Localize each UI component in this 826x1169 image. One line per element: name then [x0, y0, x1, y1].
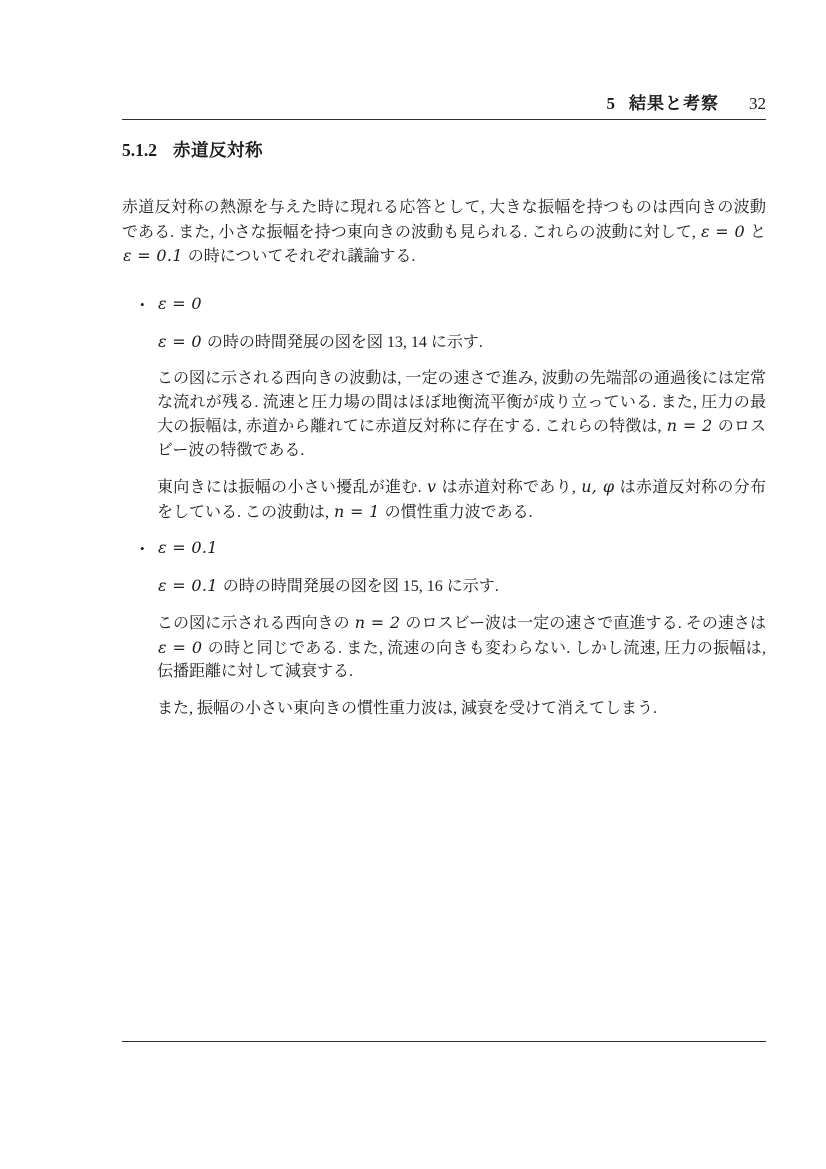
section-heading-title: 赤道反対称	[173, 140, 263, 160]
item-paragraph: また, 振幅の小さい東向きの慣性重力波は, 減衰を受けて消えてしまう.	[157, 699, 658, 717]
list-item-label: ε = 0	[158, 294, 202, 313]
list-item-head	[122, 292, 766, 317]
section-heading	[122, 139, 263, 161]
item-paragraph: 東向きには振幅の小さい擾乱が進む. v は赤道対称であり, u, φ は赤道反対称の分布をしている. この波動は, n = 1 の慣性重力波である.	[157, 477, 766, 521]
footer-rule	[122, 1041, 766, 1042]
header-section-number: 5	[606, 94, 615, 113]
section-heading-number: 5.1.2	[122, 140, 157, 160]
running-head	[122, 94, 766, 120]
item-paragraph: ε = 0.1 の時の時間発展の図を図 15, 16 に示す.	[158, 575, 499, 595]
header-section-title: 結果と考察	[629, 94, 719, 113]
list-item-label: ε = 0.1	[158, 538, 218, 557]
list-item-head	[122, 536, 766, 561]
item-paragraph: この図に示される西向きの波動は, 一定の速さで進み, 波動の先端部の通過後には定常な流れが残る. 流速と圧力場の間はほぼ地衡流平衡が成り立っている. また, 圧力の最大の振幅は, 赤道から離れてに赤道反対称に存在する. これらの特徴は, n = 2 のロスビー波の特徴である.	[157, 370, 766, 459]
bullet-list	[122, 292, 766, 732]
item-paragraph: ε = 0 の時の時間発展の図を図 13, 14 に示す.	[158, 331, 483, 351]
list-item	[122, 292, 766, 524]
list-item	[122, 536, 766, 720]
bullet-icon: •	[140, 541, 145, 556]
item-paragraph: この図に示される西向きの n = 2 のロスビー波は一定の速さで直進する. その速さは ε = 0 の時と同じである. また, 流速の向きも変わらない. しかし流速, 圧力の振幅は, 伝播距離に対して減衰する.	[157, 613, 766, 680]
header-page-number: 32	[749, 94, 766, 113]
intro-paragraph: 赤道反対称の熱源を与えた時に現れる応答として, 大きな振幅を持つものは西向きの波動である. また, 小さな振幅を持つ東向きの波動も見られる. これらの波動に対して, ε = 0 と ε = 0.1 の時についてそれぞれ議論する.	[122, 199, 766, 265]
bullet-icon: •	[140, 297, 145, 312]
